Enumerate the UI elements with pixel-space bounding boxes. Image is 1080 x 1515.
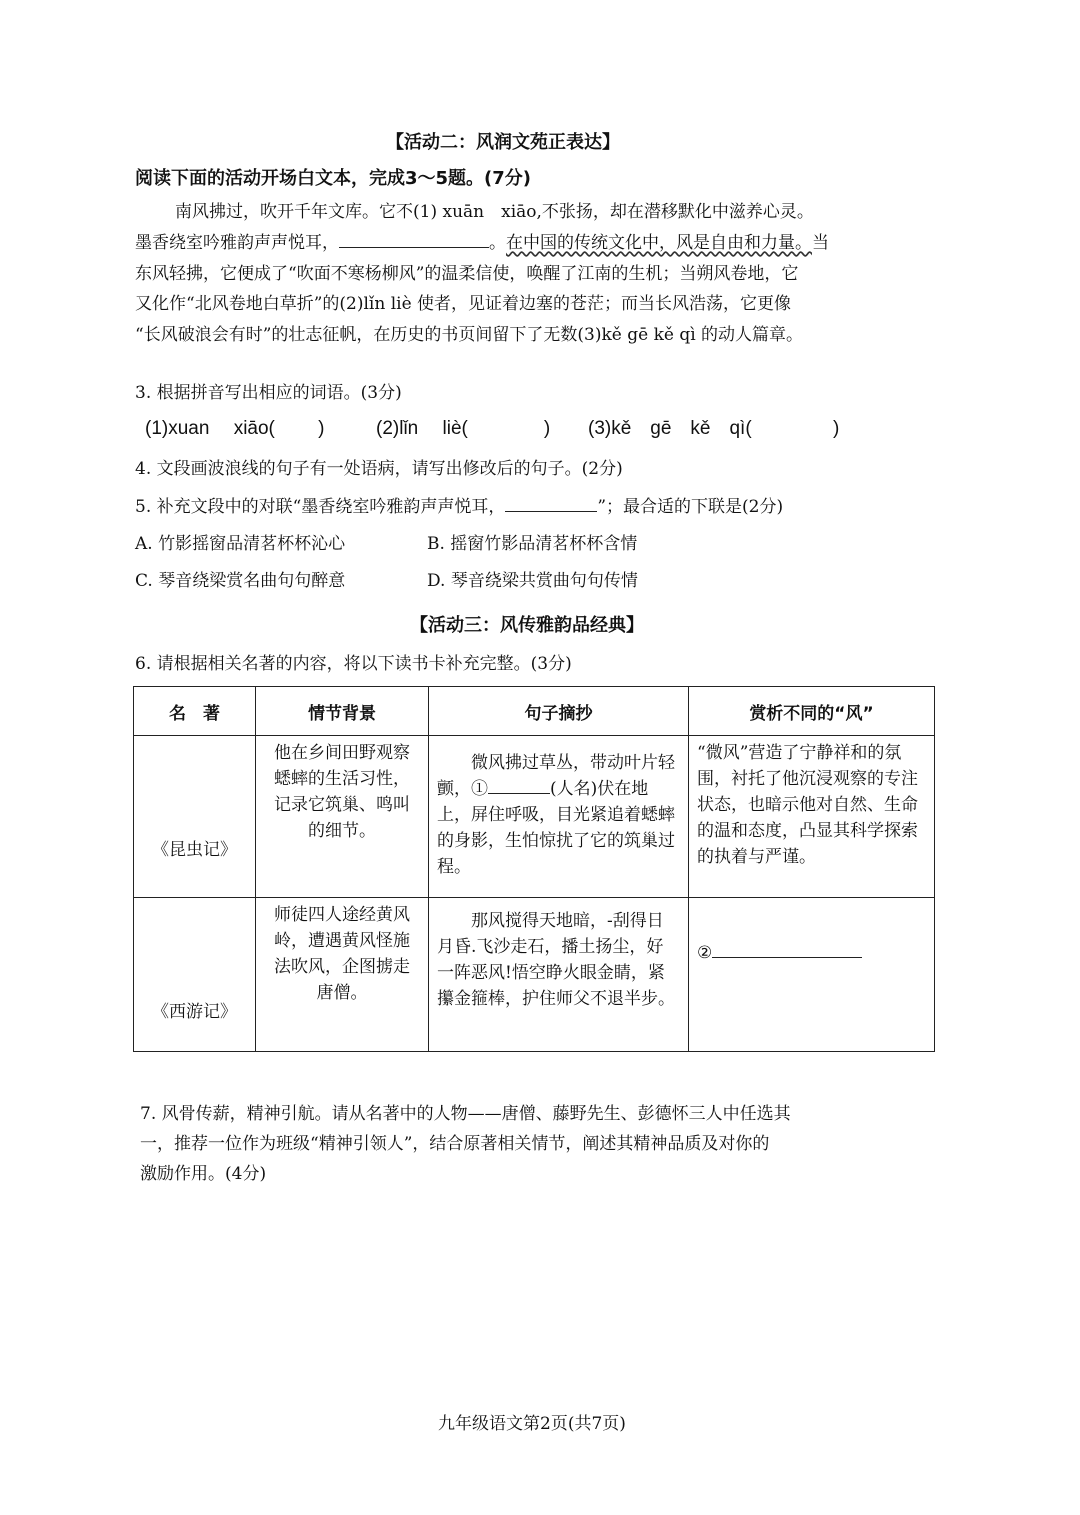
passage-line-4: 又化作“北风卷地白草折”的(2)lǐn liè 使者，见证着边塞的苍茫；而当长风浩荡，它更像 xyxy=(135,294,792,314)
passage-line-3: 东风轻拂，它便成了“吹面不寒杨柳风”的温柔信使，唤醒了江南的生机；当朔风卷地，它 xyxy=(135,264,799,284)
row1-background: 他在乡间田野观察蟋蟀的生活习性，记录它筑巢、鸣叫的细节。 xyxy=(256,736,429,898)
row1-name-blank[interactable] xyxy=(488,776,550,794)
q3-item-3: (3)kě gē kě qì( ) xyxy=(588,418,840,439)
q5-stem-start: 5. 补充文段中的对联“墨香绕室吟雅韵声声悦耳， xyxy=(135,497,506,517)
q3-item-2: (2)lǐn liè( ) xyxy=(376,418,551,439)
wavy-underlined-sentence: 在中国的传统文化中，风是自由和力量。 xyxy=(506,233,812,253)
passage-line-2-period: 。 xyxy=(489,233,506,253)
q5-option-b: B. 摇窗竹影品清茗杯杯含情 xyxy=(427,534,638,554)
q5-option-c: C. 琴音绕梁赏名曲句句醉意 xyxy=(135,571,346,591)
q5-stem-end: ”；最合适的下联是(2分) xyxy=(597,497,784,517)
q5-stem xyxy=(135,492,783,517)
activity2-instruction: 阅读下面的活动开场白文本，完成3～5题。(7分) xyxy=(135,168,532,189)
table-header-row xyxy=(134,687,935,736)
row2-quote: 那风搅得天地暗，-刮得日月昏.飞沙走石，播土扬尘，好一阵恶风!悟空睁火眼金睛，紧攥金箍棒，护住师父不退半步。 xyxy=(429,898,689,1052)
q3-stem: 3. 根据拼音写出相应的词语。(3分) xyxy=(135,383,402,403)
header-background: 情节背景 xyxy=(256,687,429,736)
header-analysis: 赏析不同的“风” xyxy=(689,687,935,736)
passage-line-5: “长风破浪会有时”的壮志征帆，在历史的书页间留下了无数(3)kě gē kě qì 的动人篇章。 xyxy=(135,325,804,345)
page-footer: 九年级语文第2页(共7页) xyxy=(438,1414,626,1434)
q7-line-3: 激励作用。(4分) xyxy=(140,1164,267,1184)
q7-line-2: 一，推荐一位作为班级“精神引领人”，结合原著相关情节，阐述其精神品质及对你的 xyxy=(140,1134,770,1154)
passage-line-2-start: 墨香绕室吟雅韵声声悦耳， xyxy=(135,233,339,253)
activity3-heading: 【活动三：风传雅韵品经典】 xyxy=(410,615,644,636)
passage-line-1: 南风拂过，吹开千年文库。它不(1) xuān xiāo,不张扬，却在潜移默化中滋养心灵。 xyxy=(175,202,814,222)
passage-line-2-end: 当 xyxy=(812,233,829,253)
row1-book: 《昆虫记》 xyxy=(134,736,256,898)
row1-quote-end: (人名)伏在地上，屏住呼吸，目光紧追着蟋蟀的身影，生怕惊扰了它的筑巢过程。 xyxy=(437,779,675,877)
row2-analysis-mark: ② xyxy=(697,943,713,963)
passage-line-2 xyxy=(135,226,829,260)
header-book: 名 著 xyxy=(134,687,256,736)
table-row xyxy=(134,736,935,898)
row2-analysis xyxy=(689,898,935,1052)
activity2-heading: 【活动二：风润文苑正表达】 xyxy=(386,132,620,153)
q3-item-1: (1)xuan xiāo( ) xyxy=(145,418,325,439)
q5-option-d: D. 琴音绕梁共赏曲句句传情 xyxy=(427,571,638,591)
q5-blank[interactable] xyxy=(505,494,597,512)
q4-stem: 4. 文段画波浪线的句子有一处语病，请写出修改后的句子。(2分) xyxy=(135,459,623,479)
row1-quote xyxy=(429,736,689,898)
row1-analysis: “微风”营造了宁静祥和的氛围，衬托了他沉浸观察的专注状态，也暗示他对自然、生命的温和态度，凸显其科学探索的执着与严谨。 xyxy=(689,736,935,898)
row2-background: 师徒四人途经黄风岭，遭遇黄风怪施法吹风，企图掳走唐僧。 xyxy=(256,898,429,1052)
q5-option-a: A. 竹影摇窗品清茗杯杯沁心 xyxy=(135,534,346,554)
q6-stem: 6. 请根据相关名著的内容，将以下读书卡补充完整。(3分) xyxy=(135,654,572,674)
row2-book: 《西游记》 xyxy=(134,898,256,1052)
q7-line-1: 7. 风骨传薪，精神引航。请从名著中的人物——唐僧、藤野先生、彭德怀三人中任选其 xyxy=(140,1104,791,1124)
table-row xyxy=(134,898,935,1052)
passage-blank[interactable] xyxy=(339,230,489,248)
row2-analysis-blank[interactable] xyxy=(712,940,862,958)
reading-card-table xyxy=(133,686,935,1052)
header-quote: 句子摘抄 xyxy=(429,687,689,736)
row1-quote-start: 微风拂过草丛，带动叶片轻颤，① xyxy=(437,753,675,799)
